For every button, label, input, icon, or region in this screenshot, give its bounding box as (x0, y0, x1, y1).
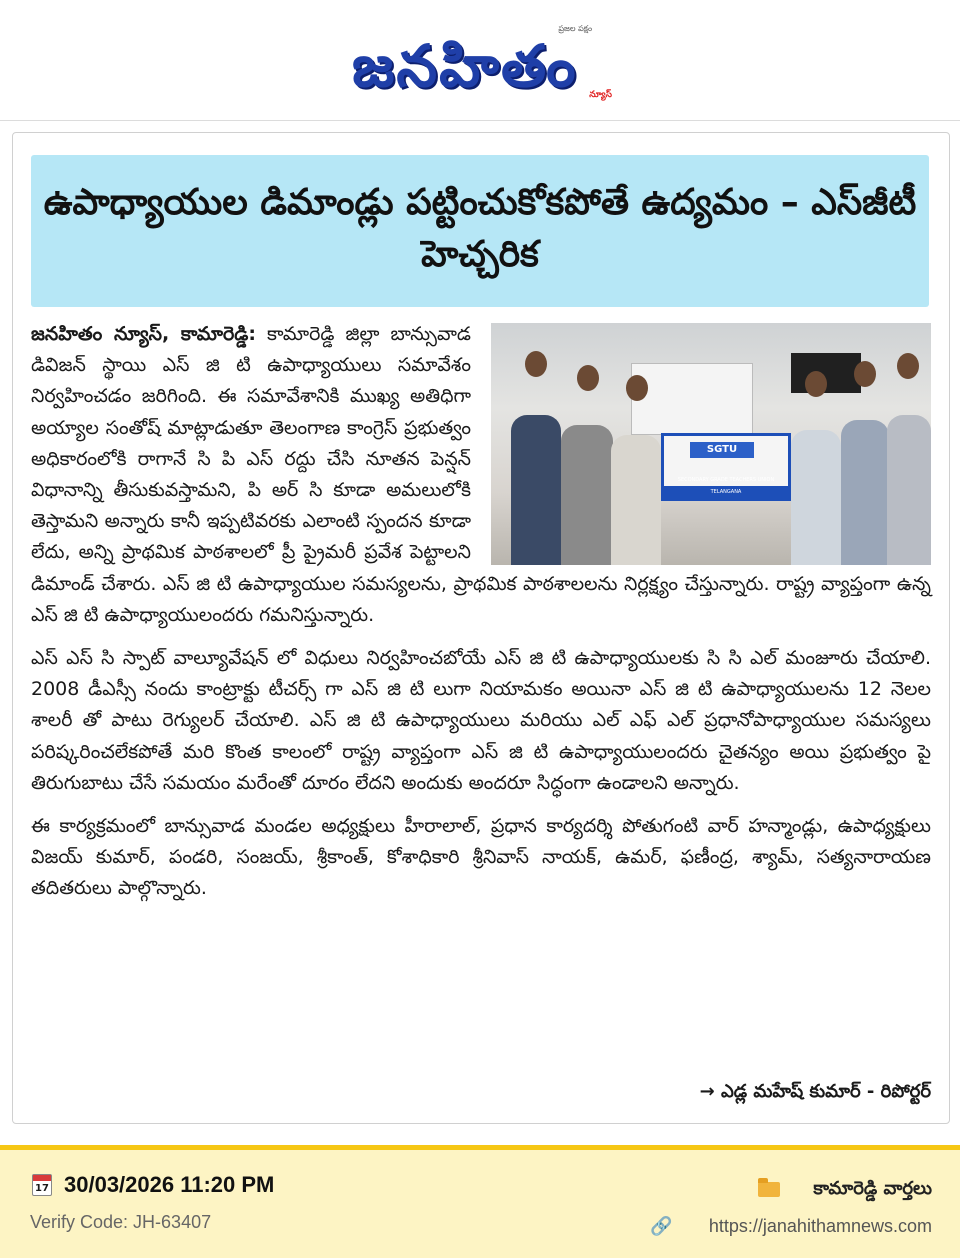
dateline: జనహితం న్యూస్, కామారెడ్డి: (31, 323, 256, 345)
paragraph-text: కామారెడ్డి జిల్లా బాన్సువాడ డివిజన్ స్థాయి ఎస్ జి టి ఉపాధ్యాయులు సమావేశం నిర్వహించడం జరిగింది. ఈ సమావేశానికి ముఖ్య అతిధిగా అయ్యాల సంతోష్ మాట్లాడుతూ తెలంగాణ కాంగ్రెస్ ప్రభుత్వం అధికారంలోకి రాగానే సి పి ఎస్ రద్దు చేసి నూతన పెన్షన్ విధానాన్ని తీసుకువస్తామని, పి అర్ సి కూడా అమలులోకి తెస్తామని అన్నారు కానీ ఇప్పటివరకు ఎలాంటి స్పందన కూడా లేదు, అన్ని ప్రాథమిక పాఠశాలలో ప్రీ ప్రైమరీ ప్రవేశ పెట్టాలని డిమాండ్ చేశారు. ఎస్ జి టి ఉపాధ్యాయుల సమస్యలను, ప్రాథమిక పాఠశాలలను నిర్లక్ష్యం చేస్తున్నారు. రాష్ట్ర వ్యాప్తంగా ఉన్న ఎస్ జి టి ఉపాధ్యాయులందరు గమనిస్తున్నారు. (31, 323, 931, 626)
article-body (31, 319, 931, 917)
logo-tagline: ప్రజల పక్షం (558, 24, 592, 33)
article-paragraph: ఈ కార్యక్రమంలో బాన్సువాడ మండల అధ్యక్షులు హీరాలాల్, ప్రధాన కార్యదర్శి పోతుగంటి వార్ హన్మాండ్లు, ఉపాధ్యక్షులు విజయ్ కుమార్, పండరి, సంజయ్, శ్రీకాంత్, కోశాధికారి శ్రీనివాస్ నాయక్, ఉమర్, ఫణీంద్ర, శ్యామ్, సత్యనారాయణ తదితరులు పాల్గొన్నారు. (31, 815, 931, 900)
headline-box (31, 155, 929, 307)
logo-text: జనహితం (352, 32, 578, 100)
footer (0, 1145, 960, 1258)
site-logo[interactable] (352, 26, 612, 106)
verify-code: Verify Code: JH-63407 (30, 1212, 212, 1232)
masthead (0, 0, 960, 121)
website-link[interactable]: https://janahithamnews.com (708, 1216, 932, 1236)
category-link[interactable]: కామారెడ్డి వార్తలు (813, 1178, 932, 1199)
photo-spacer (483, 319, 931, 564)
article-card (12, 132, 950, 1124)
calendar-icon: 17 (32, 1174, 52, 1196)
banner-subtitle: SECONDARY GRADE TEACHERS UNION TELANGANA (677, 477, 775, 495)
reporter-signature: → ఎడ్ల మహేష్ కుమార్ - రిపోర్టర్ (699, 1081, 931, 1102)
folder-icon (758, 1182, 780, 1197)
banner-title: SGTU (690, 442, 754, 458)
logo-sub: న్యూస్ (589, 90, 612, 100)
article-paragraph: ఎస్ ఎస్ సి స్పాట్ వాల్యూవేషన్ లో విధులు నిర్వహించబోయే ఎస్ జి టి ఉపాధ్యాయులకు సి సి ఎల్ మంజూరు చేయాలి. 2008 డీఎస్సీ నందు కాంట్రాక్టు టీచర్స్ గా ఎస్ జి టి లుగా నియామకం అయినా ఎస్ జి టి ఉపాధ్యాయులను 12 నెలల శాలరీ తో పాటు రెగ్యులర్ చేయాలి. ఎస్ జి టి ఉపాధ్యాయులు మరియు ఎల్ ఎఫ్ ఎల్ ప్రధానోపాధ్యాయుల సమస్యలు పరిష్కరించలేకపోతే మరి కొంత కాలంలో రాష్ట్ర వ్యాప్తంగా ఎస్ జి టి ఉపాధ్యాయులందరు చైతన్యం అయి ప్రభుత్వం పై తిరుగుబాటు చేసే సమయం మరేంతో దూరం లేదని అందుకు అందరూ సిద్ధంగా ఉండాలని అన్నారు. (31, 647, 931, 794)
publish-datetime: 30/03/2026 11:20 PM (64, 1172, 275, 1197)
article-headline: ఉపాధ్యాయుల డిమాండ్లు పట్టించుకోకపోతే ఉద్యమం – ఎస్‌జీటీ హెచ్చరిక (43, 182, 917, 275)
link-icon: 🔗 (650, 1216, 673, 1237)
